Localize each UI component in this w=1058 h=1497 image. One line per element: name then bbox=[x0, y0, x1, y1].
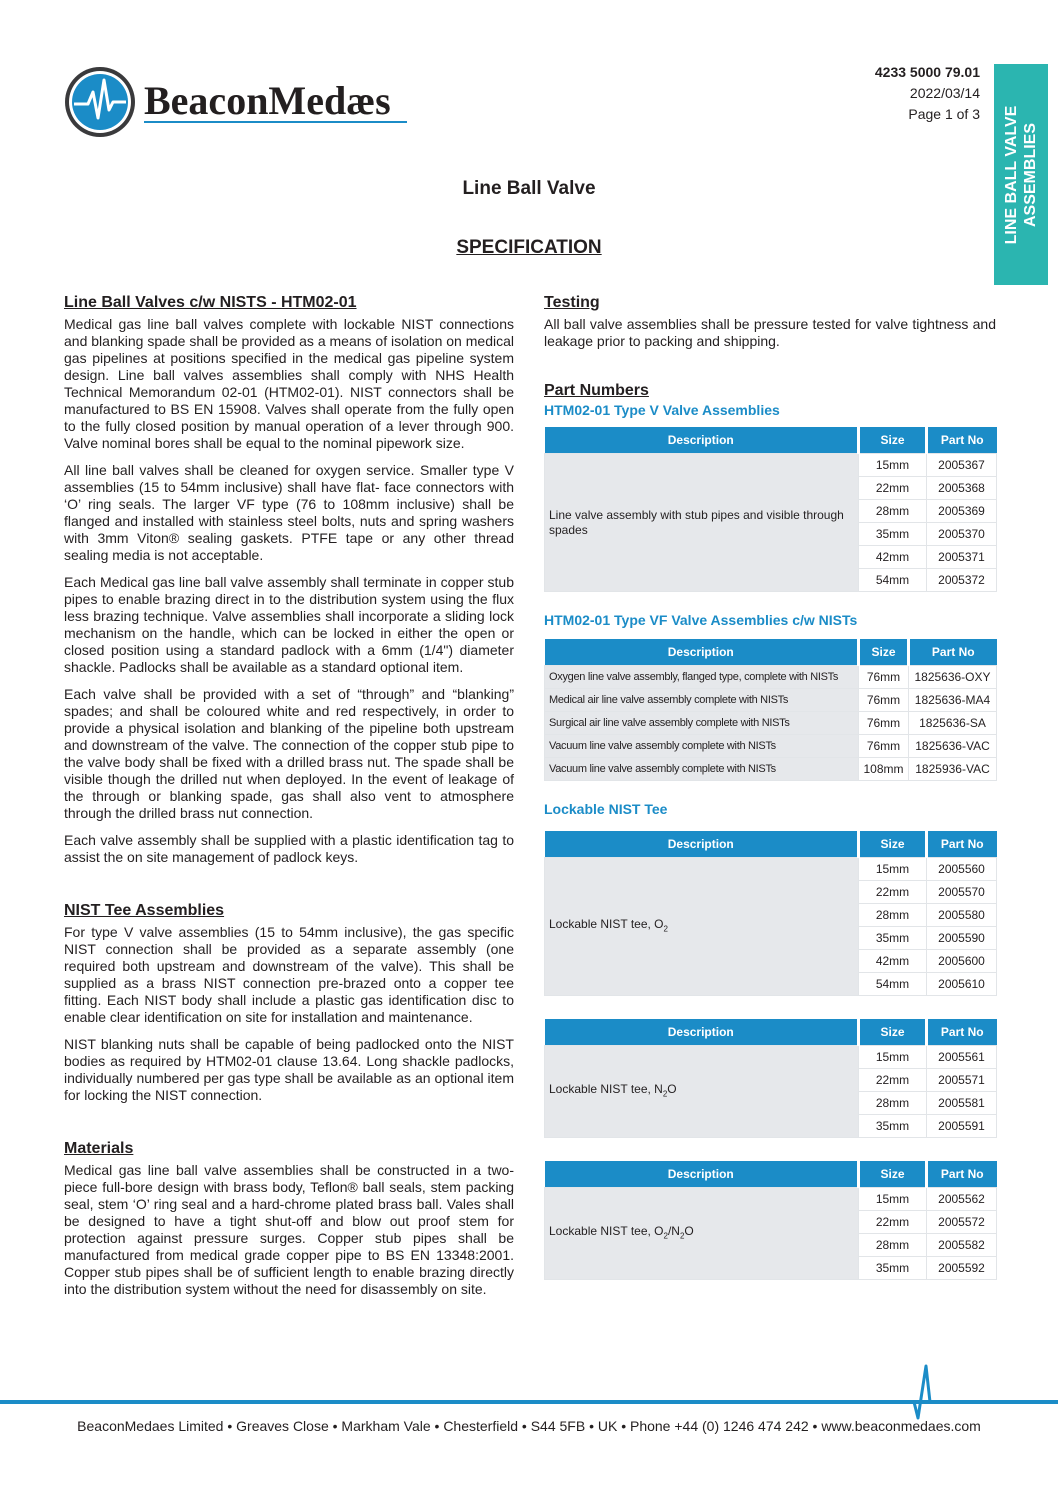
part-number-cell: 2005560 bbox=[927, 858, 997, 881]
paragraph: Each valve assembly shall be supplied with a plastic identification tag to assist the on site management of padlock keys. bbox=[64, 832, 514, 865]
size-cell: 42mm bbox=[859, 950, 927, 973]
size-cell: 22mm bbox=[859, 1069, 927, 1092]
paragraph: Each valve shall be provided with a set of “through” and “blanking” spades; and shall be coloured white and red respectively, in order to provide a physical isolation and blanking of the pipeline both upstream and downstream of the valve. The connection of the copper stub pipe to the valve body shall be fixed with a drilled brass nut. The spade shall be visible though the drilled nut when deployed. In the event of leakage of the through or blanking spade, gas shall also vent to atmosphere through the drilled brass nut connection. bbox=[64, 686, 514, 821]
paragraph: Each Medical gas line ball valve assembly shall terminate in copper stub pipes to enable brazing direct in to the distribution system using the flux less brazing technique. Valve assemblies shall incorporate a sliding lock mechanism on the handle, which can be locked in either the open or closed position using a standard padlock with a 6mm (1/4") diameter shackle. Padlocks shall be available as a standard optional item. bbox=[64, 574, 514, 675]
paragraph: All ball valve assemblies shall be pressure tested for valve tightness and leakage prior to packing and shipping. bbox=[544, 316, 996, 349]
type-v-table bbox=[544, 427, 997, 592]
column-header-size: Size bbox=[859, 1161, 927, 1188]
column-header-part-no: Part No bbox=[927, 427, 997, 454]
column-header-description: Description bbox=[545, 427, 859, 454]
table-row bbox=[545, 1188, 997, 1211]
side-tab-line1: LINE BALL VALVE bbox=[1003, 105, 1020, 244]
page-indicator: Page 1 of 3 bbox=[908, 106, 980, 122]
table-row bbox=[545, 735, 997, 758]
part-number-cell: 2005580 bbox=[927, 904, 997, 927]
part-number-cell: 2005561 bbox=[927, 1046, 997, 1069]
section-heading-nist-tee: NIST Tee Assemblies bbox=[64, 902, 225, 919]
column-header-part-no: Part No bbox=[927, 831, 997, 858]
spec-heading: SPECIFICATION bbox=[456, 237, 602, 258]
part-number-cell: 2005370 bbox=[927, 523, 997, 546]
size-cell: 42mm bbox=[859, 546, 927, 569]
size-cell: 76mm bbox=[859, 712, 909, 735]
part-number-cell: 1825636-OXY bbox=[909, 666, 997, 689]
size-cell: 22mm bbox=[859, 881, 927, 904]
size-cell: 15mm bbox=[859, 858, 927, 881]
description-cell: Surgical air line valve assembly complete with NISTs bbox=[545, 712, 859, 735]
section-heading-testing: Testing bbox=[544, 294, 600, 311]
paragraph: Medical gas line ball valve assemblies shall be constructed in a two-piece full-bore design with brass body, Teflon® ball seals, stem packing seal, stem ‘O’ ring seal and a hard-chrome plated brass ball. Vales shall be designed to have a tight shut-off and blow out proof stem for protection against pressure surges. Copper stub pipes shall be manufactured from medical grade copper pipe to BS EN 13348:2001. Copper stub pipes shall be of sufficient length to enable brazing directly into the distribution system without the need for disassembly on site. bbox=[64, 1162, 514, 1297]
size-cell: 22mm bbox=[859, 477, 927, 500]
column-header-size: Size bbox=[859, 1019, 927, 1046]
column-header-size: Size bbox=[859, 427, 927, 454]
heartbeat-icon bbox=[900, 1362, 950, 1422]
nist-tee-n2o-table bbox=[544, 1019, 997, 1138]
paragraph: All line ball valves shall be cleaned for oxygen service. Smaller type V assemblies (15 to 54mm inclusive) shall have flat- face connectors with ‘O’ ring seals. The larger VF type (76 to 108mm inclusive) shall be flanged and installed with stainless steel bolts, nuts and spring washers with 3mm Viton® sealing gaskets. PTFE tape or any other thread sealing media is not acceptable. bbox=[64, 462, 514, 563]
nist-tee-o2-n2o-table bbox=[544, 1161, 997, 1280]
size-cell: 54mm bbox=[859, 569, 927, 592]
part-number-cell: 1825636-SA bbox=[909, 712, 997, 735]
description-cell: Oxygen line valve assembly, flanged type, complete with NISTs bbox=[545, 666, 859, 689]
size-cell: 35mm bbox=[859, 927, 927, 950]
description-cell: Lockable NIST tee, $N_2O$ bbox=[545, 1046, 859, 1138]
size-cell: 28mm bbox=[859, 500, 927, 523]
part-number-cell: 2005571 bbox=[927, 1069, 997, 1092]
paragraph: For type V valve assemblies (15 to 54mm inclusive), the gas specific NIST connection shall be provided as a separate assembly (one required both upstream and downstream of the valve). This shall be supplied as a brass NIST connection pre-brazed onto a copper tee fitting. Each NIST body shall include a plastic gas identification disc to enable clear identification on site for installation and maintenance. bbox=[64, 924, 514, 1025]
description-cell: Lockable NIST tee, $O_2/N_2O$ bbox=[545, 1188, 859, 1280]
table-heading-type-v: HTM02-01 Type V Valve Assemblies bbox=[544, 402, 780, 418]
part-number-cell: 2005368 bbox=[927, 477, 997, 500]
column-header-description: Description bbox=[545, 1161, 859, 1188]
table-heading-type-vf: HTM02-01 Type VF Valve Assemblies c/w NISTs bbox=[544, 612, 858, 628]
size-cell: 35mm bbox=[859, 523, 927, 546]
part-number-cell: 2005372 bbox=[927, 569, 997, 592]
part-number-cell: 2005367 bbox=[927, 454, 997, 477]
part-number-cell: 2005592 bbox=[927, 1257, 997, 1280]
size-cell: 35mm bbox=[859, 1115, 927, 1138]
logo-wordmark: BeaconMedæs bbox=[144, 78, 391, 123]
document-info bbox=[875, 62, 980, 125]
nist-tee-o2-table bbox=[544, 831, 997, 996]
description-cell: Lockable NIST tee, $O_2$ bbox=[545, 858, 859, 996]
part-number-cell: 2005562 bbox=[927, 1188, 997, 1211]
page-title: Line Ball Valve bbox=[462, 178, 596, 199]
column-header-part-no: Part No bbox=[927, 1161, 997, 1188]
section-heading-materials: Materials bbox=[64, 1140, 134, 1157]
size-cell: 76mm bbox=[859, 735, 909, 758]
part-number-cell: 2005591 bbox=[927, 1115, 997, 1138]
table-heading-lockable-nist-tee: Lockable NIST Tee bbox=[544, 801, 668, 817]
right-column bbox=[544, 294, 996, 1280]
document-number: 4233 5000 79.01 bbox=[874, 64, 980, 80]
part-number-cell: 2005570 bbox=[927, 881, 997, 904]
company-logo bbox=[64, 64, 424, 140]
part-number-cell: 2005371 bbox=[927, 546, 997, 569]
footer-contact: BeaconMedaes Limited • Greaves Close • Markham Vale • Chesterfield • S44 5FB • UK • Phone +44 (0) 1246 474 242 • www.beaconmedaes.com bbox=[77, 1418, 981, 1434]
part-number-cell: 2005600 bbox=[927, 950, 997, 973]
section-heading-part-numbers: Part Numbers bbox=[544, 382, 649, 399]
description-cell: Medical air line valve assembly complete with NISTs bbox=[545, 689, 859, 712]
size-cell: 15mm bbox=[859, 1046, 927, 1069]
size-cell: 54mm bbox=[859, 973, 927, 996]
column-header-part-no: Part No bbox=[909, 639, 997, 666]
size-cell: 28mm bbox=[859, 904, 927, 927]
column-header-size: Size bbox=[859, 831, 927, 858]
size-cell: 35mm bbox=[859, 1257, 927, 1280]
paragraph: NIST blanking nuts shall be capable of being padlocked onto the NIST bodies as required by HTM02-01 clause 13.64. Long shackle padlocks, individually numbered per gas type shall be available as an optional item for locking the NIST connection. bbox=[64, 1036, 514, 1103]
document-date: 2022/03/14 bbox=[909, 85, 980, 101]
description-cell: Vacuum line valve assembly complete with NISTs bbox=[545, 758, 859, 781]
table-row bbox=[545, 689, 997, 712]
column-header-description: Description bbox=[545, 1019, 859, 1046]
size-cell: 76mm bbox=[859, 666, 909, 689]
part-number-cell: 1825936-VAC bbox=[909, 758, 997, 781]
description-cell: Vacuum line valve assembly complete with NISTs bbox=[545, 735, 859, 758]
column-header-description: Description bbox=[545, 639, 859, 666]
column-header-description: Description bbox=[545, 831, 859, 858]
size-cell: 108mm bbox=[859, 758, 909, 781]
table-row bbox=[545, 666, 997, 689]
part-number-cell: 1825636-MA4 bbox=[909, 689, 997, 712]
part-number-cell: 1825636-VAC bbox=[909, 735, 997, 758]
column-header-part-no: Part No bbox=[927, 1019, 997, 1046]
size-cell: 28mm bbox=[859, 1234, 927, 1257]
table-row bbox=[545, 758, 997, 781]
table-row bbox=[545, 712, 997, 735]
part-number-cell: 2005369 bbox=[927, 500, 997, 523]
type-vf-table bbox=[544, 639, 997, 781]
paragraph: Medical gas line ball valves complete with lockable NIST connections and blanking spade shall be provided as a means of isolation on medical gas pipelines at positions specified in the medical gas pipeline system design. Line ball valves assemblies shall comply with NHS Health Technical Memorandum 02-01 (HTM02-01). NIST connectors shall be manufactured to BS EN 15908. Valves shall operate from the fully open to the fully closed position by manual operation of a lever through 900. Valve nominal bores shall be equal to the nominal pipework size. bbox=[64, 316, 514, 451]
size-cell: 15mm bbox=[859, 1188, 927, 1211]
section-heading-line-ball-valves: Line Ball Valves c/w NISTS - HTM02-01 bbox=[64, 294, 357, 311]
size-cell: 28mm bbox=[859, 1092, 927, 1115]
part-number-cell: 2005610 bbox=[927, 973, 997, 996]
part-number-cell: 2005572 bbox=[927, 1211, 997, 1234]
size-cell: 15mm bbox=[859, 454, 927, 477]
table-row bbox=[545, 858, 997, 881]
description-cell: Line valve assembly with stub pipes and visible through spades bbox=[545, 454, 859, 592]
part-number-cell: 2005581 bbox=[927, 1092, 997, 1115]
table-row bbox=[545, 1046, 997, 1069]
side-tab-line2: ASSEMBLIES bbox=[1022, 122, 1039, 227]
size-cell: 22mm bbox=[859, 1211, 927, 1234]
part-number-cell: 2005582 bbox=[927, 1234, 997, 1257]
table-row bbox=[545, 454, 997, 477]
column-header-size: Size bbox=[859, 639, 909, 666]
left-column bbox=[64, 294, 514, 1308]
size-cell: 76mm bbox=[859, 689, 909, 712]
part-number-cell: 2005590 bbox=[927, 927, 997, 950]
